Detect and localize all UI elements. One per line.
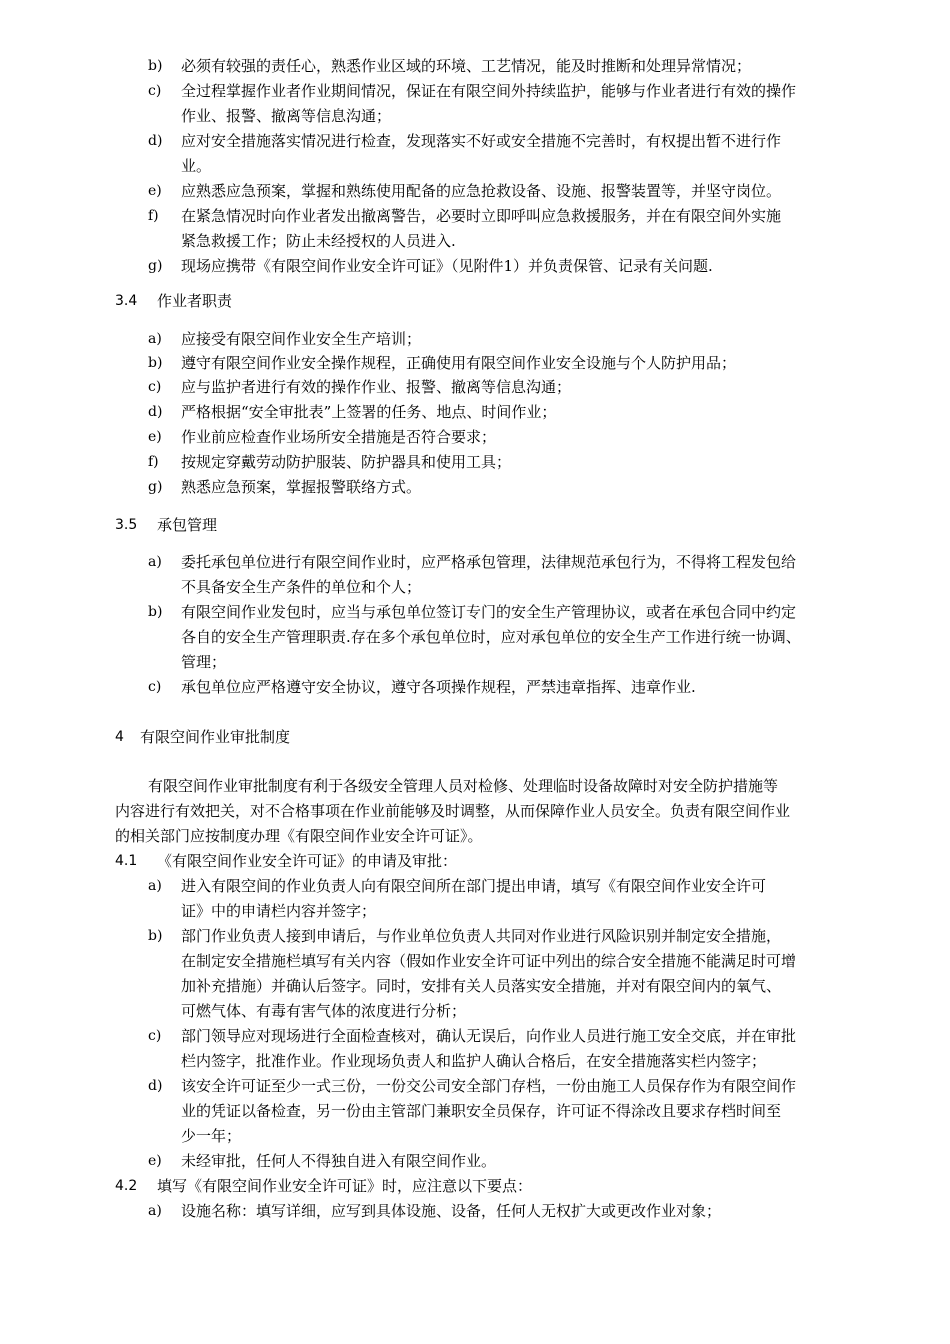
- list-marker: d): [148, 133, 163, 149]
- list-marker: e): [148, 1153, 162, 1169]
- list-item-text: 按规定穿戴劳动防护服装、防护器具和使用工具；: [181, 453, 512, 471]
- section-heading: 承包管理: [157, 516, 218, 534]
- list-item-text: 未经审批，任何人不得独自进入有限空间作业。: [181, 1152, 497, 1170]
- list-item-text: 遵守有限空间作业安全操作规程，正确使用有限空间作业安全设施与个人防护用品；: [181, 354, 737, 372]
- list-marker: g): [148, 479, 163, 495]
- list-marker: d): [148, 404, 163, 420]
- list-item-text: 证》中的申请栏内容并签字；: [181, 902, 377, 920]
- list-marker: a): [148, 878, 162, 894]
- list-item-text: 作业、报警、撤离等信息沟通；: [181, 107, 392, 125]
- list-item-text: 加补充措施）并确认后签字。同时，安排有关人员落实安全措施，并对有限空间内的氧气、: [181, 977, 782, 995]
- list-marker: b): [148, 355, 163, 371]
- list-item-text: 部门领导应对现场进行全面检查核对，确认无误后，向作业人员进行施工安全交底，并在审批: [181, 1027, 797, 1045]
- section-number: 3.5: [115, 517, 138, 533]
- list-item-text: 必须有较强的责任心，熟悉作业区域的环境、工艺情况，能及时推断和处理异常情况；: [181, 57, 752, 75]
- list-item-text: 栏内签字，批准作业。作业现场负责人和监护人确认合格后，在安全措施落实栏内签字；: [181, 1052, 767, 1070]
- list-marker: b): [148, 58, 163, 74]
- list-item-text: 不具备安全生产条件的单位和个人；: [181, 578, 422, 596]
- list-item-text: 部门作业负责人接到申请后，与作业单位负责人共同对作业进行风险识别并制定安全措施，: [181, 927, 782, 945]
- list-marker: c): [148, 83, 162, 99]
- list-item-text: 应熟悉应急预案，掌握和熟练使用配备的应急抢救设备、设施、报警装置等，并坚守岗位。: [181, 182, 782, 200]
- paragraph-line: 内容进行有效把关，对不合格事项在作业前能够及时调整，从而保障作业人员安全。负责有限空间作业: [115, 802, 791, 820]
- list-item-text: 作业前应检查作业场所安全措施是否符合要求；: [181, 428, 497, 446]
- list-item-text: 紧急救援工作；防止未经授权的人员进入.: [181, 232, 456, 250]
- list-marker: c): [148, 1028, 162, 1044]
- list-item-text: 委托承包单位进行有限空间作业时，应严格承包管理，法律规范承包行为，不得将工程发包给: [181, 553, 797, 571]
- list-marker: f): [148, 454, 159, 470]
- list-marker: e): [148, 183, 162, 199]
- section-heading: 有限空间作业审批制度: [140, 728, 291, 746]
- subsection-number: 4.2: [115, 1178, 138, 1194]
- list-item-text: 进入有限空间的作业负责人向有限空间所在部门提出申请，填写《有限空间作业安全许可: [181, 877, 767, 895]
- list-item-text: 设施名称：填写详细，应写到具体设施、设备，任何人无权扩大或更改作业对象；: [181, 1202, 722, 1220]
- list-marker: a): [148, 331, 162, 347]
- list-item-text: 在制定安全措施栏填写有关内容（假如作业安全许可证中列出的综合安全措施不能满足时可增: [181, 952, 797, 970]
- section-number: 3.4: [115, 293, 138, 309]
- paragraph-line: 有限空间作业审批制度有利于各级安全管理人员对检修、处理临时设备故障时对安全防护措施等: [148, 777, 779, 795]
- list-marker: b): [148, 928, 163, 944]
- list-item-text: 应对安全措施落实情况进行检查，发现落实不好或安全措施不完善时，有权提出暂不进行作: [181, 132, 782, 150]
- list-item-text: 有限空间作业发包时，应当与承包单位签订专门的安全生产管理协议，或者在承包合同中约定: [181, 603, 797, 621]
- paragraph-line: 的相关部门应按制度办理《有限空间作业安全许可证》。: [115, 827, 483, 845]
- list-item-text: 现场应携带《有限空间作业安全许可证》（见附件1）并负责保管、记录有关问题.: [181, 257, 713, 275]
- list-marker: f): [148, 208, 159, 224]
- list-item-text: 全过程掌握作业者作业期间情况，保证在有限空间外持续监护，能够与作业者进行有效的操作: [181, 82, 797, 100]
- list-item-text: 该安全许可证至少一式三份，一份交公司安全部门存档，一份由施工人员保存作为有限空间作: [181, 1077, 797, 1095]
- list-item-text: 在紧急情况时向作业者发出撤离警告，必要时立即呼叫应急救援服务，并在有限空间外实施: [181, 207, 782, 225]
- list-marker: c): [148, 379, 162, 395]
- list-item-text: 承包单位应严格遵守安全协议，遵守各项操作规程，严禁违章指挥、违章作业.: [181, 678, 696, 696]
- list-item-text: 业。: [181, 157, 212, 175]
- list-item-text: 严格根据“安全审批表”上签署的任务、地点、时间作业；: [181, 403, 557, 421]
- list-item-text: 熟悉应急预案，掌握报警联络方式。: [181, 478, 422, 496]
- list-marker: g): [148, 258, 163, 274]
- list-item-text: 各自的安全生产管理职责.存在多个承包单位时，应对承包单位的安全生产工作进行统一协调、: [181, 628, 801, 646]
- subsection-title: 《有限空间作业安全许可证》的申请及审批：: [157, 852, 458, 870]
- list-marker: a): [148, 554, 162, 570]
- subsection-title: 填写《有限空间作业安全许可证》时，应注意以下要点：: [157, 1177, 533, 1195]
- list-item-text: 少一年；: [181, 1127, 242, 1145]
- section-number: 4: [115, 729, 124, 745]
- list-marker: d): [148, 1078, 163, 1094]
- list-item-text: 业的凭证以备检查，另一份由主管部门兼职安全员保存，许可证不得涂改且要求存档时间至: [181, 1102, 782, 1120]
- list-marker: e): [148, 429, 162, 445]
- subsection-number: 4.1: [115, 853, 138, 869]
- list-item-text: 管理；: [181, 653, 227, 671]
- section-heading: 作业者职责: [157, 292, 233, 310]
- list-marker: a): [148, 1203, 162, 1219]
- list-marker: b): [148, 604, 163, 620]
- list-marker: c): [148, 679, 162, 695]
- list-item-text: 应接受有限空间作业安全生产培训；: [181, 330, 422, 348]
- list-item-text: 可燃气体、有毒有害气体的浓度进行分析；: [181, 1002, 467, 1020]
- list-item-text: 应与监护者进行有效的操作作业、报警、撤离等信息沟通；: [181, 378, 572, 396]
